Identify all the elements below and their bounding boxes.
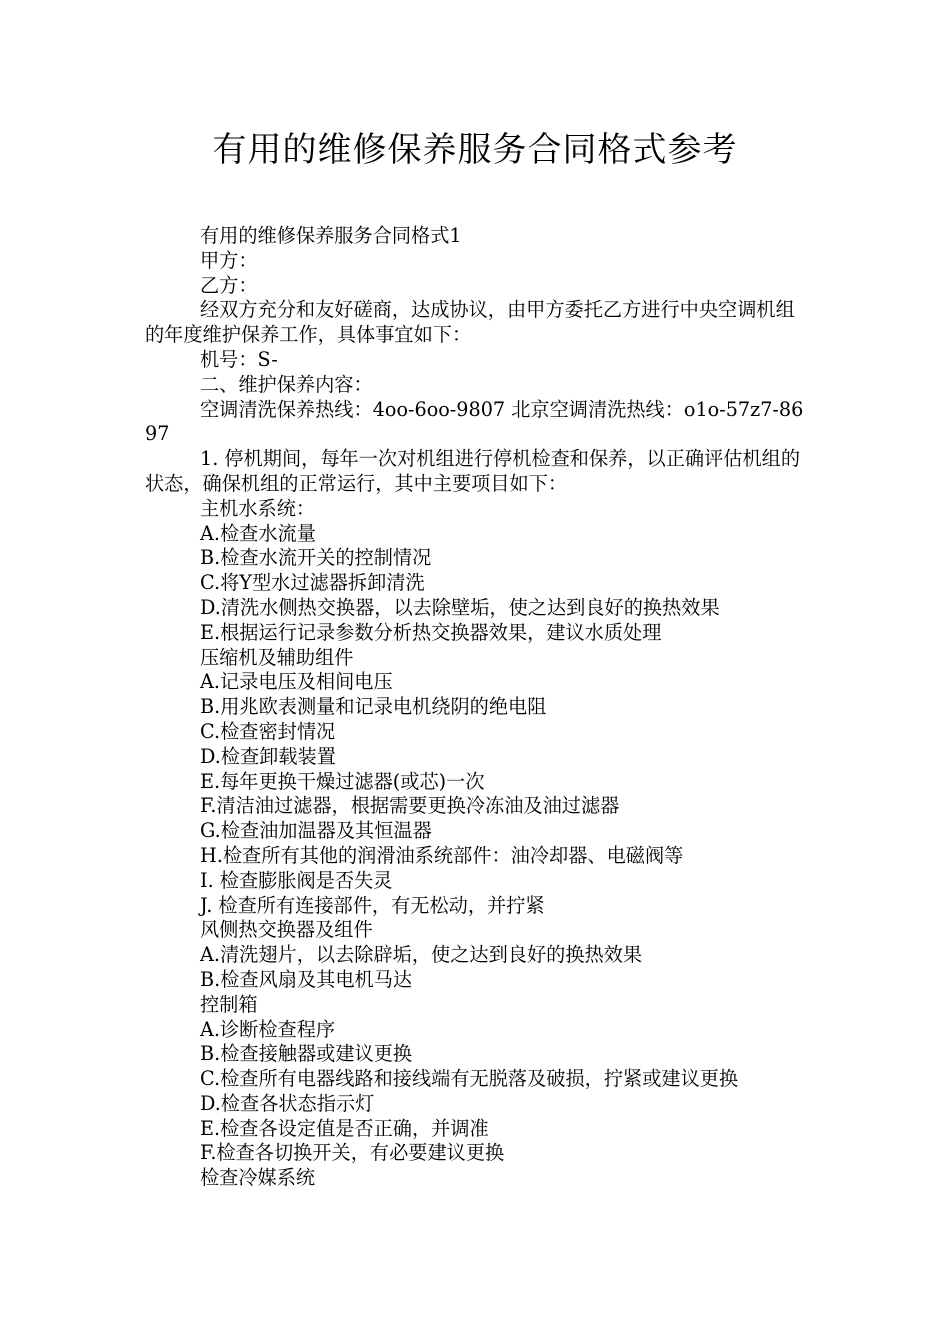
paragraph: E.检查各设定值是否正确，并调准: [200, 1116, 489, 1140]
paragraph: 主机水系统：: [200, 496, 316, 520]
paragraph: 压缩机及辅助组件: [200, 645, 354, 669]
paragraph: 二、维护保养内容：: [200, 372, 373, 396]
paragraph: E.每年更换干燥过滤器(或芯)一次: [200, 769, 485, 793]
paragraph: D.清洗水侧热交换器，以去除壁垢，使之达到良好的换热效果: [200, 595, 720, 619]
paragraph: C.检查密封情况: [200, 719, 336, 743]
paragraph: 空调清洗保养热线：4oo-6oo-9807 北京空调清洗热线：o1o-57z7-8697: [145, 397, 804, 446]
paragraph: 检查冷媒系统: [200, 1166, 316, 1190]
document-body: [145, 224, 810, 1191]
paragraph: A.清洗翅片，以去除辟垢，使之达到良好的换热效果: [200, 943, 643, 967]
paragraph: A.检查水流量: [200, 521, 316, 545]
paragraph: D.检查各状态指示灯: [200, 1091, 375, 1115]
paragraph: H.检查所有其他的润滑油系统部件：油冷却器、电磁阀等: [200, 843, 684, 867]
paragraph: 机号：S-: [200, 347, 278, 371]
paragraph: F.清洁油过滤器，根据需要更换冷冻油及油过滤器: [200, 794, 620, 818]
paragraph: 有用的维修保养服务合同格式1: [200, 224, 462, 247]
paragraph: G.检查油加温器及其恒温器: [200, 819, 432, 843]
paragraph: C.将Y型水过滤器拆卸清洗: [200, 571, 425, 595]
paragraph: 甲方：: [200, 248, 258, 272]
paragraph: B.检查水流开关的控制情况: [200, 546, 432, 570]
paragraph: 经双方充分和友好磋商，达成协议，由甲方委托乙方进行中央空调机组的年度维护保养工作，具体事宜如下：: [145, 298, 795, 347]
paragraph: E.根据运行记录参数分析热交换器效果，建议水质处理: [200, 620, 662, 644]
paragraph: F.检查各切换开关，有必要建议更换: [200, 1141, 505, 1165]
document-title: 有用的维修保养服务合同格式参考: [212, 130, 738, 170]
paragraph: C.检查所有电器线路和接线端有无脱落及破损，拧紧或建议更换: [200, 1067, 739, 1091]
paragraph: 控制箱: [200, 992, 258, 1016]
paragraph: B.检查接触器或建议更换: [200, 1042, 413, 1066]
paragraph: 风侧热交换器及组件: [200, 918, 373, 942]
paragraph: A.诊断检查程序: [200, 1017, 336, 1041]
paragraph: I. 检查膨胀阀是否失灵: [200, 868, 393, 892]
paragraph: 1. 停机期间，每年一次对机组进行停机检查和保养，以正确评估机组的状态，确保机组的正常运行，其中主要项目如下：: [145, 447, 801, 495]
paragraph: A.记录电压及相间电压: [200, 670, 393, 694]
paragraph: B.检查风扇及其电机马达: [200, 967, 413, 991]
paragraph: J. 检查所有连接部件，有无松动，并拧紧: [200, 893, 545, 917]
paragraph: B.用兆欧表测量和记录电机绕阴的绝电阻: [200, 695, 547, 719]
paragraph: D.检查卸载装置: [200, 744, 336, 768]
paragraph: 乙方：: [200, 273, 258, 297]
